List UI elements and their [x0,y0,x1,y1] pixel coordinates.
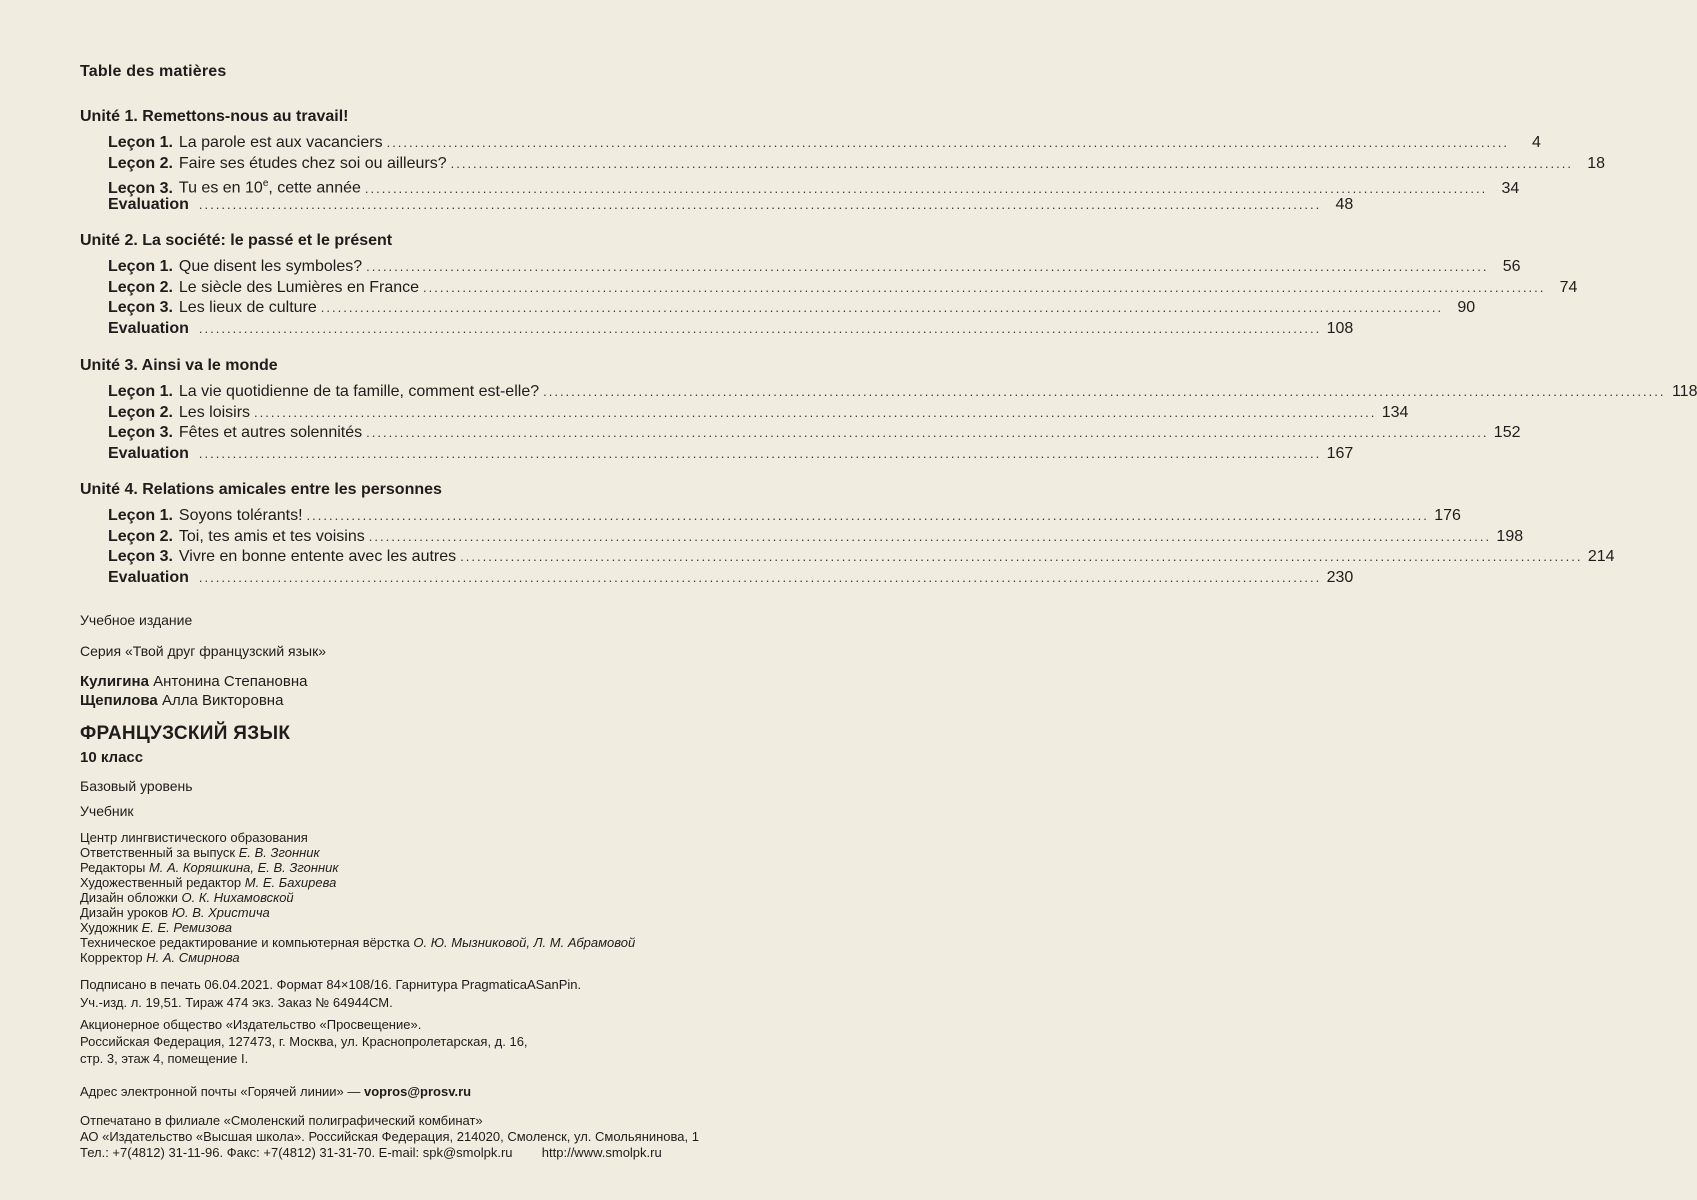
toc-entry [108,133,1541,154]
leader-dots: ........................................................................................................................................................................................................ [366,259,1489,274]
toc-entry [108,403,1409,424]
lesson-title: Vivre en bonne entente avec les autres [178,548,457,566]
credit-line [80,875,840,890]
toc-entry [108,257,1521,278]
toc-entry [108,506,1461,527]
leader-dots: ........................................................................................................................................................................................................ [366,425,1489,441]
page-number: 34 [1501,179,1520,197]
toc-unit [80,106,1605,216]
publisher-line-3: стр. 3, этаж 4, помещение I. [80,1051,249,1066]
credit-line [80,860,840,875]
unit-title: Unité 2. La société: le passé et le présent [80,232,393,249]
credit-name: Е. В. Згонник [238,845,320,860]
hotline-label: Адрес электронной почты «Горячей линии» — [80,1084,361,1099]
unit-title: Unité 1. Remettons-nous au travail! [80,108,349,125]
lesson-number: Leçon 1. [108,134,173,151]
author-1 [80,672,840,691]
credit-name: Ю. В. Христича [171,905,270,920]
leader-dots: ........................................................................................................................................................................................................ [423,279,1546,295]
page-number: 74 [1559,278,1578,296]
credit-line [80,905,840,920]
leader-dots: ........................................................................................................................................................................................................ [254,404,1377,420]
credit-role: Редакторы [80,860,146,875]
toc-entry [108,319,1354,340]
page-number: 90 [1457,299,1476,317]
leader-dots: ........................................................................................................................................................................................................ [364,180,1488,196]
book-title: ФРАНЦУЗСКИЙ ЯЗЫК [80,723,291,744]
credit-role: Дизайн обложки [80,890,178,905]
page-number: 198 [1496,527,1524,545]
page-number: 4 [1532,134,1541,151]
credit-role: Центр лингвистического образования [80,830,308,845]
lesson-title: Le siècle des Lumières en France [178,278,420,296]
lesson-number: Evaluation [108,196,189,214]
toc-entry [108,547,1615,568]
toc-entry [108,423,1521,444]
publisher-info [80,1017,840,1066]
credit-name: Е. Е. Ремизова [141,920,232,935]
author-1-name: Антонина Степановна [153,673,308,690]
lesson-title: Les lieux de culture [178,299,317,317]
credit-line [80,890,840,905]
book-kind: Учебник [80,803,134,819]
toc-unit [80,355,1697,465]
printed-line-1: Отпечатано в филиале «Смоленский полиграфический комбинат» [80,1113,483,1128]
credit-name: М. Е. Бахирева [244,875,337,890]
leader-dots: ........................................................................................................................................................................................................ [543,384,1666,399]
page-number: 18 [1587,154,1605,172]
print-info [80,977,840,1010]
page-number: 214 [1587,548,1615,566]
unit-title: Unité 4. Relations amicales entre les personnes [80,481,442,498]
level: Базовый уровень [80,778,193,794]
page-number: 230 [1326,569,1354,587]
toc-entry [108,174,1520,197]
printed-contacts [80,1145,840,1160]
lesson-title: Soyons tolérants! [178,507,303,524]
print-line-2: Уч.-изд. л. 19,51. Тираж 474 экз. Заказ № 64944СМ. [80,995,393,1010]
leader-dots: ........................................................................................................................................................................................................ [460,549,1583,565]
credit-name: М. А. Коряшкина, Е. В. Згонник [148,860,339,875]
lesson-number: Leçon 1. [108,507,173,524]
credit-role: Корректор [80,950,143,965]
author-2-surname: Щепилова [80,692,158,709]
author-2 [80,691,840,710]
lesson-number: Leçon 3. [108,424,173,442]
lesson-title: Tu es en 10e, cette année [178,178,361,197]
page-number: 108 [1326,320,1354,338]
hotline-email: vopros@prosv.ru [364,1084,472,1099]
hotline [80,1084,840,1099]
toc-entry [108,195,1354,216]
lesson-title: La vie quotidienne de ta famille, comment est-elle? [178,383,540,400]
leader-dots: ........................................................................................................................................................................................................ [368,528,1492,544]
toc-entry [108,298,1476,319]
author-2-name: Алла Викторовна [161,692,284,709]
leader-dots: ........................................................................................................................................................................................................ [386,135,1509,150]
credit-name: О. Ю. Мызниковой, Л. М. Абрамовой [413,935,636,950]
credit-line [80,830,840,845]
page-number: 176 [1434,507,1461,524]
page-number: 118 [1671,383,1697,400]
leader-dots: ........................................................................................................................................................................................................ [450,155,1573,171]
credit-line [80,845,840,860]
printed-line-2: АО «Издательство «Высшая школа». Российская Федерация, 214020, Смоленск, ул. Смольянинова, 1 [80,1129,699,1144]
lesson-title: La parole est aux vacanciers [178,134,383,151]
lesson-number: Leçon 3. [108,548,173,566]
authors [80,672,840,710]
credit-role: Художественный редактор [80,875,242,890]
page-number: 167 [1326,445,1354,463]
lesson-number: Leçon 1. [108,383,173,400]
lesson-number: Leçon 3. [108,299,173,317]
print-line-1: Подписано в печать 06.04.2021. Формат 84×108/16. Гарнитура PragmaticaASanPin. [80,977,582,992]
toc-entry [108,444,1354,465]
credit-role: Дизайн уроков [80,905,169,920]
page-number: 152 [1493,424,1521,442]
lesson-title: Faire ses études chez soi ou ailleurs? [178,154,447,172]
publisher-line-2: Российская Федерация, 127473, г. Москва, ул. Краснопролетарская, д. 16, [80,1034,528,1049]
leader-dots: ........................................................................................................................................................................................................ [320,300,1444,316]
leader-dots: ........................................................................................................................................................................................................ [306,508,1429,523]
credit-line [80,920,840,935]
credit-name: Н. А. Смирнова [146,950,240,965]
credit-role: Художник [80,920,138,935]
lesson-number: Leçon 2. [108,527,173,545]
printer-info [80,1113,840,1160]
page-number: 134 [1381,403,1409,421]
lesson-number: Evaluation [108,445,189,463]
lesson-title: Que disent les symboles? [178,258,363,275]
page-number: 48 [1335,196,1354,214]
publisher-line-1: Акционерное общество «Издательство «Просвещение». [80,1017,422,1032]
credit-line [80,950,840,965]
edition-type: Учебное издание [80,612,193,628]
toc-title: Table des matières [80,63,227,80]
leader-dots: ........................................................................................................................................................................................................ [198,197,1322,213]
toc-unit [80,479,1615,589]
series-line: Серия «Твой друг французский язык» [80,643,326,659]
credit-role: Ответственный за выпуск [80,845,236,860]
toc-entry [108,568,1354,589]
toc-unit [80,230,1578,340]
author-1-surname: Кулигина [80,673,149,690]
toc-entry [108,527,1524,548]
leader-dots: ........................................................................................................................................................................................................ [198,570,1322,586]
credit-role: Техническое редактирование и компьютерная вёрстка [80,935,410,950]
leader-dots: ........................................................................................................................................................................................................ [198,446,1322,462]
lesson-number: Leçon 2. [108,403,173,421]
credit-line [80,935,840,950]
credits [80,830,840,965]
lesson-title: Toi, tes amis et tes voisins [178,527,365,545]
printed-phone: Тел.: +7(4812) 31-11-96. Факс: +7(4812) 31-31-70. E-mail: spk@smolpk.ru [80,1145,513,1160]
lesson-title: Fêtes et autres solennités [178,424,363,442]
unit-title: Unité 3. Ainsi va le monde [80,357,278,374]
toc-entry [108,382,1697,403]
lesson-number: Evaluation [108,320,189,338]
toc-entry [108,154,1605,175]
credit-name: О. К. Нихамовской [181,890,294,905]
lesson-number: Evaluation [108,569,189,587]
lesson-number: Leçon 2. [108,278,173,296]
grade: 10 класс [80,749,144,766]
leader-dots: ........................................................................................................................................................................................................ [198,321,1322,337]
printed-url: http://www.smolpk.ru [541,1145,662,1160]
lesson-number: Leçon 3. [108,179,173,197]
lesson-number: Leçon 1. [108,258,173,275]
lesson-title: Les loisirs [178,403,251,421]
lesson-number: Leçon 2. [108,154,173,172]
page-number: 56 [1502,258,1521,275]
toc-entry [108,278,1578,299]
